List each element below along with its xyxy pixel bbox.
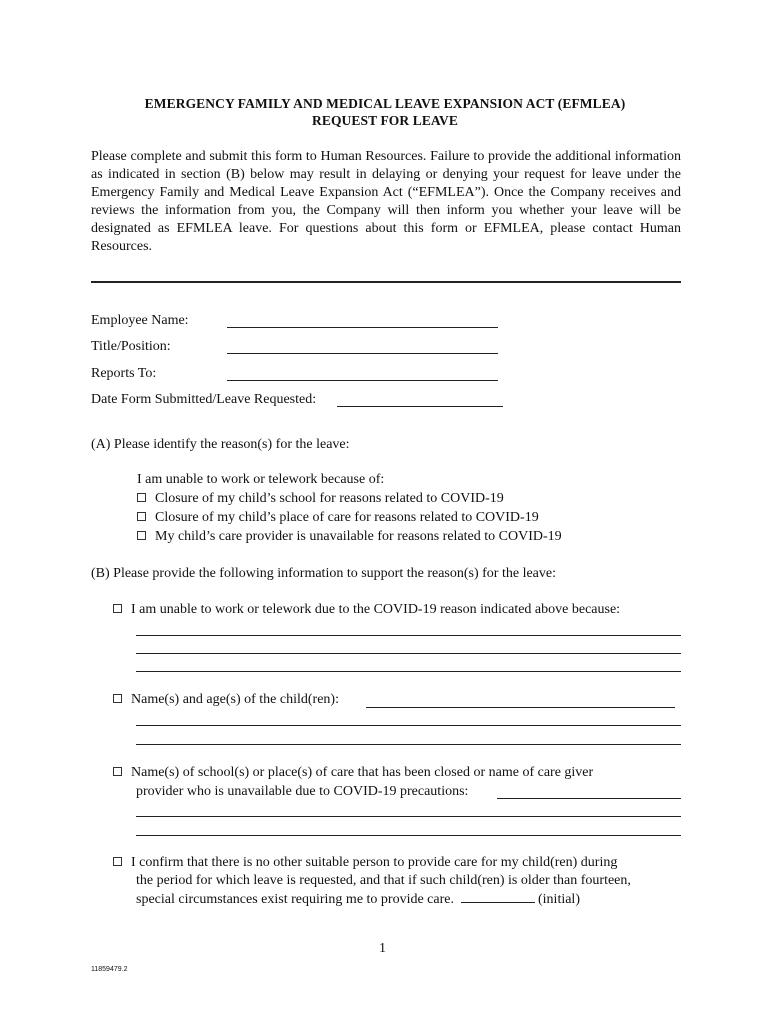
section-divider bbox=[91, 281, 681, 283]
reports-to-field[interactable] bbox=[227, 380, 498, 381]
item3-label-line2: provider who is unavailable due to COVID-19 precautions: bbox=[136, 784, 469, 799]
initial-label: (initial) bbox=[538, 892, 580, 907]
section-a-option-school[interactable] bbox=[137, 491, 504, 507]
section-a-option-care-place[interactable] bbox=[137, 510, 539, 526]
checkbox-school-name[interactable] bbox=[113, 767, 122, 776]
page-number: 1 bbox=[379, 941, 386, 956]
item4-line3 bbox=[136, 891, 580, 908]
item4-label-line3: special circumstances exist requiring me to provide care. bbox=[136, 892, 454, 907]
option-care-place-label: Closure of my child’s place of care for reasons related to COVID-19 bbox=[155, 510, 539, 525]
section-b-item4[interactable] bbox=[113, 855, 617, 871]
checkbox-unable-to-work[interactable] bbox=[113, 604, 122, 613]
initial-field[interactable] bbox=[461, 891, 535, 903]
item2-answer-line-2[interactable] bbox=[136, 744, 681, 745]
intro-paragraph: Please complete and submit this form to Human Resources. Failure to provide the additional information as indicated in section (B) below may result in delaying or denying your request for leave under the Emergency Family and Medical Leave Expansion Act (“EFMLEA”). Once the Company receives and reviews the information from you, the Company will then inform you whether your leave will be designated as EFMLEA leave. For questions about this form or EFMLEA, please contact Human Resources. bbox=[91, 149, 681, 254]
item3-answer-line-2[interactable] bbox=[136, 835, 681, 836]
employee-name-field[interactable] bbox=[227, 327, 498, 328]
item4-label-line2: the period for which leave is requested, and that if such child(ren) is older than fourteen, bbox=[136, 873, 631, 888]
checkbox-provider-unavailable[interactable] bbox=[137, 531, 146, 540]
item3-answer-line-1[interactable] bbox=[136, 816, 681, 817]
item3-answer-inline[interactable] bbox=[497, 798, 681, 799]
title-position-label: Title/Position: bbox=[91, 339, 171, 354]
checkbox-child-names[interactable] bbox=[113, 694, 122, 703]
section-b-item2[interactable] bbox=[113, 692, 339, 708]
checkbox-school-closure[interactable] bbox=[137, 493, 146, 502]
option-school-label: Closure of my child’s school for reasons related to COVID-19 bbox=[155, 491, 504, 506]
reports-to-label: Reports To: bbox=[91, 366, 157, 381]
document-id: 11859479.2 bbox=[91, 966, 128, 973]
checkbox-confirm-no-other-care[interactable] bbox=[113, 857, 122, 866]
checkbox-care-place-closure[interactable] bbox=[137, 512, 146, 521]
date-submitted-label: Date Form Submitted/Leave Requested: bbox=[91, 392, 317, 407]
item4-label-line1: I confirm that there is no other suitable person to provide care for my child(ren) during bbox=[131, 855, 618, 870]
title-position-field[interactable] bbox=[227, 353, 498, 354]
form-title-line2: REQUEST FOR LEAVE bbox=[312, 113, 458, 128]
section-b-heading: (B) Please provide the following information to support the reason(s) for the leave: bbox=[91, 566, 556, 581]
item2-answer-inline[interactable] bbox=[366, 707, 675, 708]
employee-name-label: Employee Name: bbox=[91, 313, 189, 328]
item2-label: Name(s) and age(s) of the child(ren): bbox=[131, 692, 339, 707]
section-b-item1[interactable] bbox=[113, 602, 620, 618]
form-title-line1: EMERGENCY FAMILY AND MEDICAL LEAVE EXPANSION ACT (EFMLEA) bbox=[144, 96, 626, 111]
item2-answer-line-1[interactable] bbox=[136, 725, 681, 726]
date-submitted-field[interactable] bbox=[337, 406, 503, 407]
item1-label: I am unable to work or telework due to the COVID-19 reason indicated above because: bbox=[131, 602, 621, 617]
item3-label-line1: Name(s) of school(s) or place(s) of care that has been closed or name of care giver bbox=[131, 765, 594, 780]
item1-answer-line-2[interactable] bbox=[136, 653, 681, 654]
item1-answer-line-3[interactable] bbox=[136, 671, 681, 672]
section-b-item3[interactable] bbox=[113, 765, 593, 781]
option-provider-label: My child’s care provider is unavailable for reasons related to COVID-19 bbox=[155, 529, 562, 544]
section-a-heading: (A) Please identify the reason(s) for the leave: bbox=[91, 437, 350, 452]
item1-answer-line-1[interactable] bbox=[136, 635, 681, 636]
section-a-option-provider[interactable] bbox=[137, 529, 562, 545]
section-a-intro: I am unable to work or telework because of: bbox=[137, 472, 385, 487]
